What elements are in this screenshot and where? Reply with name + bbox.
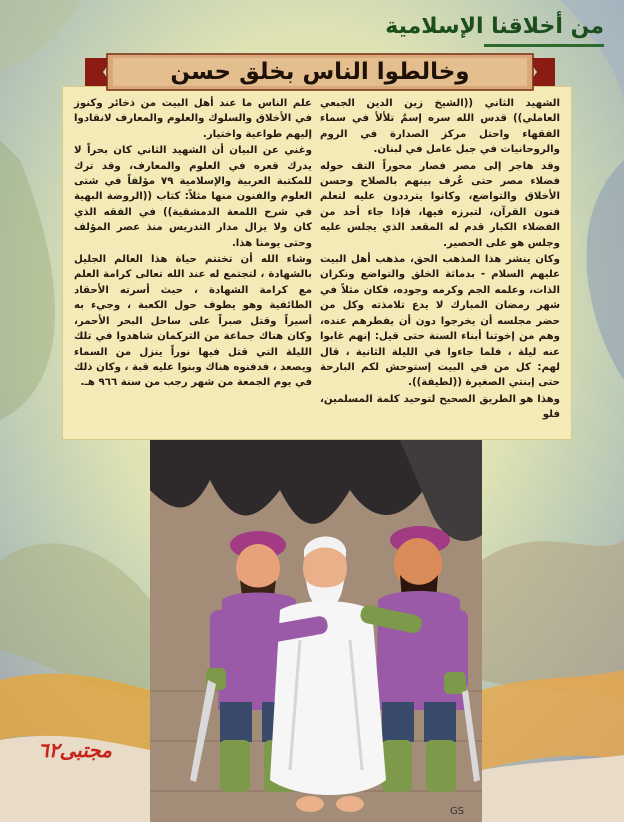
- section-rule: [484, 44, 604, 47]
- column-left: [74, 96, 312, 392]
- paragraph: الشهيد الثاني ((الشيخ زين الدين الجبعي العاملي)) قدس الله سره إسمٌ تلألأ في سماء الفقهاء واحتل مركز الصدارة في الروم والروحانيات في جبل عامل في لبنان.: [320, 98, 560, 156]
- magazine-brand: مجتبى٦٢: [38, 738, 112, 762]
- article-title: وخالطوا الناس بخلق حسن: [170, 59, 470, 85]
- paragraph: وقد هاجر إلى مصر فصار محوراً التف حوله فضلاء مصر حتى عُرف بينهم بالصلاح وحسن الأخلاق والتواضع، وكانوا يترددون عليه لتعلم فنون القرآن، لتبرزه فيها، فإذا جاء أحد من الفضلاء الكبار قدم له المقعد الذي يجلس عليه وجلس هو على الحصير.: [320, 160, 560, 249]
- paragraph: وغني عن البيان أن الشهيد الثاني كان بحراً لا يدرك قعره في العلوم والمعارف، وقد ترك للمكتبة العربية والإسلامية ٧٩ مؤلفاً في شتى العلوم والفنون منها مثلاً: كتاب ((الروضة البهية في شرح اللمعة الدمشقية)) في الفقه الذي كان ولا يزال مدار التدريس منذ عصر المؤلف وحتى يومنا هذا.: [74, 145, 312, 249]
- paragraph: علم الناس ما عند أهل البيت من ذخائر وكنوز في الأخلاق والسلوك والعلوم والمعارف لانقادوا إليهم طواعية واختيار.: [74, 98, 312, 140]
- section-label: من أخلاقنا الإسلامية: [385, 14, 604, 39]
- paragraph: وكان ينشر هذا المذهب الحق، مذهب أهل البيت عليهم السلام - بدماثة الخلق والتواضع ونكران الذات، وعلمه الجم وكرمه وجوده، فكان مثلاً في شهر رمضان المبارك لا يدع تلامذته وكل من حضر مجلسه أن يخرجوا دون أن يفطرهم عنده، وهم من إخوتنا أبناء السنة حتى قيل: إنهم غابوا عنه ليلة ، فلما جاءوا في الليلة الثانية ، قال لهم: كل من في البيت إستوحش لكم البارحة حتى إبنتي الصغيرة ((لطيفة)).: [320, 254, 560, 389]
- paragraph: وشاء الله أن تختتم حياة هذا العالم الجليل بالشهادة ، لتجتمع له عند الله تعالى كرامة العلم مع كرامة الشهادة ، حيث أسرته الأحقاد الطائفية وهو يطوف حول الكعبة ، وجيء به أسيراً وقتل صبراً على ساحل البحر الأحمر، وكان هناك جماعة من التركمان شاهدوا في تلك الليلة التي قتل فيها نوراً ينزل من السماء ويصعد ، فدفنوه هناك وبنوا عليه قبة ، وكان ذلك في يوم الجمعة من شهر رجب من سنة ٩٦٦ هـ.: [74, 254, 312, 389]
- column-right: [320, 96, 560, 424]
- illustration-captive-scholar: [150, 440, 482, 822]
- svg-text:GS: GS: [450, 806, 465, 817]
- paragraph: وهذا هو الطريق الصحيح لتوحيد كلمة المسلمين، فلو: [320, 393, 560, 421]
